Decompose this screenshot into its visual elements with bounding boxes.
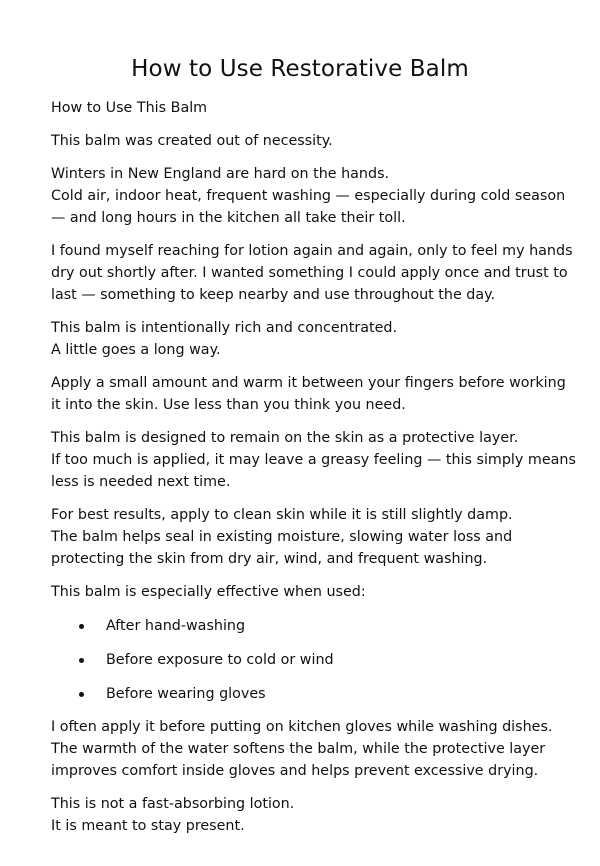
paragraph-line: I found myself reaching for lotion again and again, only to feel my hands	[51, 243, 573, 259]
paragraph-line: The warmth of the water softens the balm, while the protective layer	[51, 741, 546, 757]
body-paragraphs	[51, 130, 576, 603]
closing-paragraphs	[51, 716, 553, 837]
paragraph-line: This balm is especially effective when used:	[51, 584, 366, 600]
paragraph	[51, 163, 566, 229]
list-item	[51, 615, 549, 637]
paragraph-line: dry out shortly after. I wanted something I could apply once and trust to	[51, 265, 568, 281]
paragraph	[51, 427, 576, 493]
paragraph-line: This balm was created out of necessity.	[51, 133, 333, 149]
paragraph	[51, 716, 553, 782]
list-item-text: After hand-washing	[106, 618, 246, 634]
paragraph-line: — and long hours in the kitchen all take their toll.	[51, 210, 406, 226]
paragraph-line: Apply a small amount and warm it between your fingers before working	[51, 375, 566, 391]
paragraph-line: less is needed next time.	[51, 474, 231, 490]
paragraph	[51, 372, 566, 416]
list-item	[51, 683, 549, 705]
paragraph-line: This balm is intentionally rich and concentrated.	[51, 320, 398, 336]
list-item-text: Before wearing gloves	[106, 686, 266, 702]
paragraph-line: The balm helps seal in existing moisture, slowing water loss and	[51, 529, 513, 545]
paragraph-line: last — something to keep nearby and use throughout the day.	[51, 287, 496, 303]
paragraph-line: Winters in New England are hard on the hands.	[51, 166, 390, 182]
paragraph-line: This balm is designed to remain on the skin as a protective layer.	[51, 430, 519, 446]
paragraph	[51, 240, 573, 306]
paragraph-line: I often apply it before putting on kitchen gloves while washing dishes.	[51, 719, 553, 735]
paragraph-line: it into the skin. Use less than you think you need.	[51, 397, 406, 413]
paragraph-line: improves comfort inside gloves and helps prevent excessive drying.	[51, 763, 539, 779]
paragraph	[51, 504, 549, 570]
paragraph	[51, 793, 549, 837]
bullet-icon	[79, 692, 84, 697]
list-item	[51, 649, 549, 671]
bullet-icon	[79, 624, 84, 629]
list-item-text: Before exposure to cold or wind	[106, 652, 334, 668]
paragraph-line: This is not a fast-absorbing lotion.	[51, 796, 295, 812]
bullet-icon	[79, 658, 84, 663]
paragraph-line: For best results, apply to clean skin while it is still slightly damp.	[51, 507, 513, 523]
page-title: How to Use Restorative Balm	[131, 56, 469, 82]
paragraph-line: It is meant to stay present.	[51, 818, 245, 834]
paragraph-line: If too much is applied, it may leave a greasy feeling — this simply means	[51, 452, 576, 468]
paragraph	[51, 581, 549, 603]
paragraph-line: Cold air, indoor heat, frequent washing — especially during cold season	[51, 188, 566, 204]
paragraph	[51, 317, 549, 361]
paragraph-line: protecting the skin from dry air, wind, and frequent washing.	[51, 551, 488, 567]
paragraph-line: A little goes a long way.	[51, 342, 221, 358]
bullet-list	[51, 615, 549, 705]
paragraph	[51, 130, 549, 152]
section-subtitle: How to Use This Balm	[51, 100, 208, 116]
